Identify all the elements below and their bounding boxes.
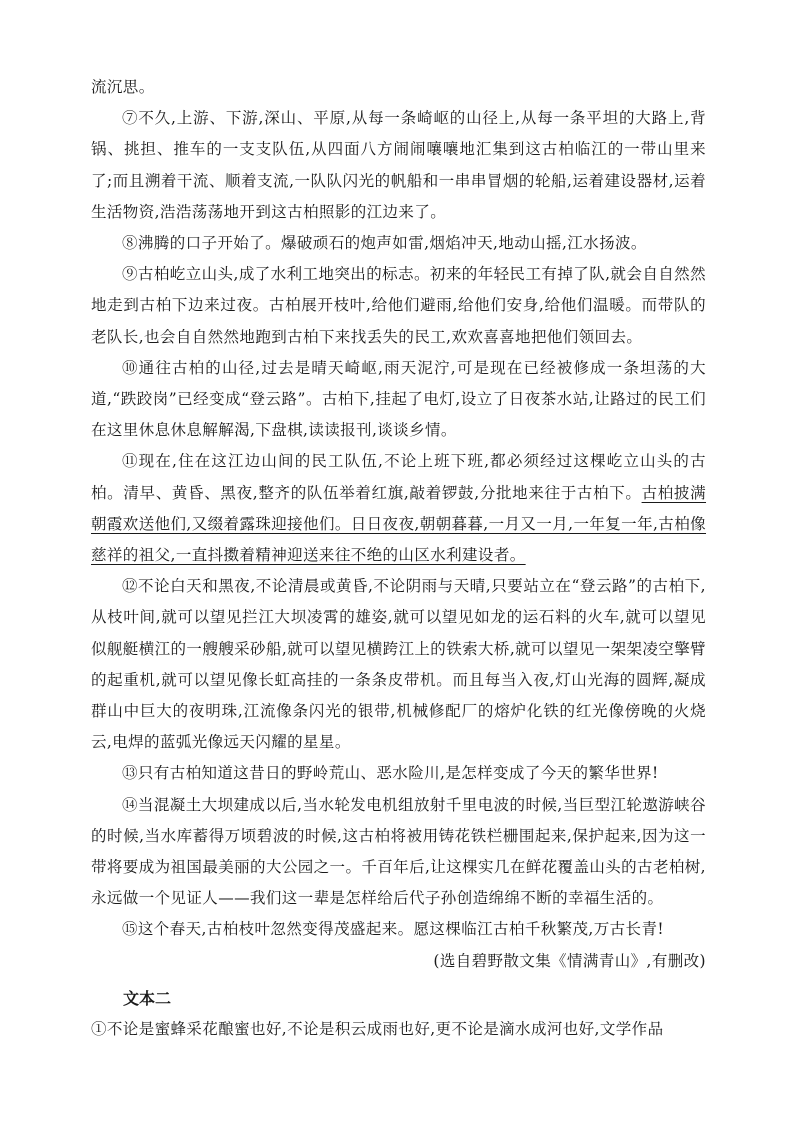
paragraph-11 xyxy=(91,446,706,571)
paragraph-11-text: ⑪现在,住在这江边山间的民工队伍,不论上班下班,都必须经过这棵屹立山头的古柏。清早、黄昏、黑夜,整齐的队伍举着红旗,敲着锣鼓,分批地来往于古柏下。 xyxy=(91,452,706,502)
paragraph-12: ⑫不论白天和黑夜,不论清晨或黄昏,不论阴雨与天晴,只要站立在“登云路”的古柏下,从枝叶间,就可以望见拦江大坝凌霄的雄姿,就可以望见如龙的运石料的火车,就可以望见似舰艇横江的一艘艘采砂船,就可以望见横跨江上的铁索大桥,就可以望见一架架凌空擎臂的起重机,就可以望见像长虹高挂的一条条皮带机。而且每当入夜,灯山光海的圆辉,凝成群山中巨大的夜明珠,江流像条闪光的银带,机械修配厂的熔炉化铁的红光像傍晚的火烧云,电焊的蓝弧光像远天闪耀的星星。 xyxy=(91,577,706,752)
paragraph-13: ⑬只有古柏知道这昔日的野岭荒山、恶水险川,是怎样变成了今天的繁华世界! xyxy=(122,764,659,783)
paragraph-9: ⑨古柏屹立山头,成了水利工地突出的标志。初来的年轻民工有掉了队,就会自自然然地走到古柏下边来过夜。古柏展开枝叶,给他们避雨,给他们安身,给他们温暖。而带队的老队长,也会自自然然地跑到古柏下来找丢失的民工,欢欢喜喜地把他们领回去。 xyxy=(91,265,706,346)
paragraph-14: ⑭当混凝土大坝建成以后,当水轮发电机组放射千里电波的时候,当巨型江轮遨游峡谷的时候,当水库蓄得万顷碧波的时候,这古柏将被用铸花铁栏栅围起来,保护起来,因为这一带将要成为祖国最美丽的大公园之一。千百年后,让这棵实几在鲜花覆盖山头的古老柏树,永远做一个见证人——我们这一辈是怎样给后代子孙创造绵绵不断的幸福生活的。 xyxy=(91,795,706,908)
text-two-paragraph-1: ①不论是蜜蜂采花酿蜜也好,不论是积云成雨也好,更不论是滴水成河也好,文学作品 xyxy=(91,1020,664,1039)
paragraph-11-underlined-sentence: 古柏披满朝霞欢送他们,又缀着露珠迎接他们。日日夜夜,朝朝暮暮,一月又一月,一年复一年,古柏像慈祥的祖父,一直抖擞着精神迎送来往不绝的山区水利建设者。 xyxy=(91,483,707,565)
source-note: (选自碧野散文集《情满青山》,有删改) xyxy=(433,951,706,970)
paragraph-intro-tail: 流沉思。 xyxy=(91,78,155,96)
paragraph-7: ⑦不久,上游、下游,深山、平原,从每一条崎岖的山径上,从每一条平坦的大路上,背锅、挑担、推车的一支支队伍,从四面八方闹闹嚷嚷地汇集到这古柏临江的一带山里来了;而且溯着干流、顺着支流,一队队闪光的帆船和一串串冒烟的轮船,运着建设器材,运着生活物资,浩浩荡荡地开到这古柏照影的江边来了。 xyxy=(91,109,706,221)
section-title-text-two: 文本二 xyxy=(123,988,172,1008)
paragraph-15: ⑮这个春天,古柏枝叶忽然变得茂盛起来。愿这棵临江古柏千秋繁茂,万古长青! xyxy=(122,920,664,939)
paragraph-8: ⑧沸腾的口子开始了。爆破顽石的炮声如雷,烟焰冲天,地动山摇,江水扬波。 xyxy=(122,234,647,253)
paragraph-10: ⑩通往古柏的山径,过去是晴天崎岖,雨天泥泞,可是现在已经被修成一条坦荡的大道,“跌跤岗”已经变成“登云路”。古柏下,挂起了电灯,设立了日夜茶水站,让路过的民工们在这里休息休息解解渴,下盘棋,读读报刊,谈谈乡情。 xyxy=(91,358,706,440)
